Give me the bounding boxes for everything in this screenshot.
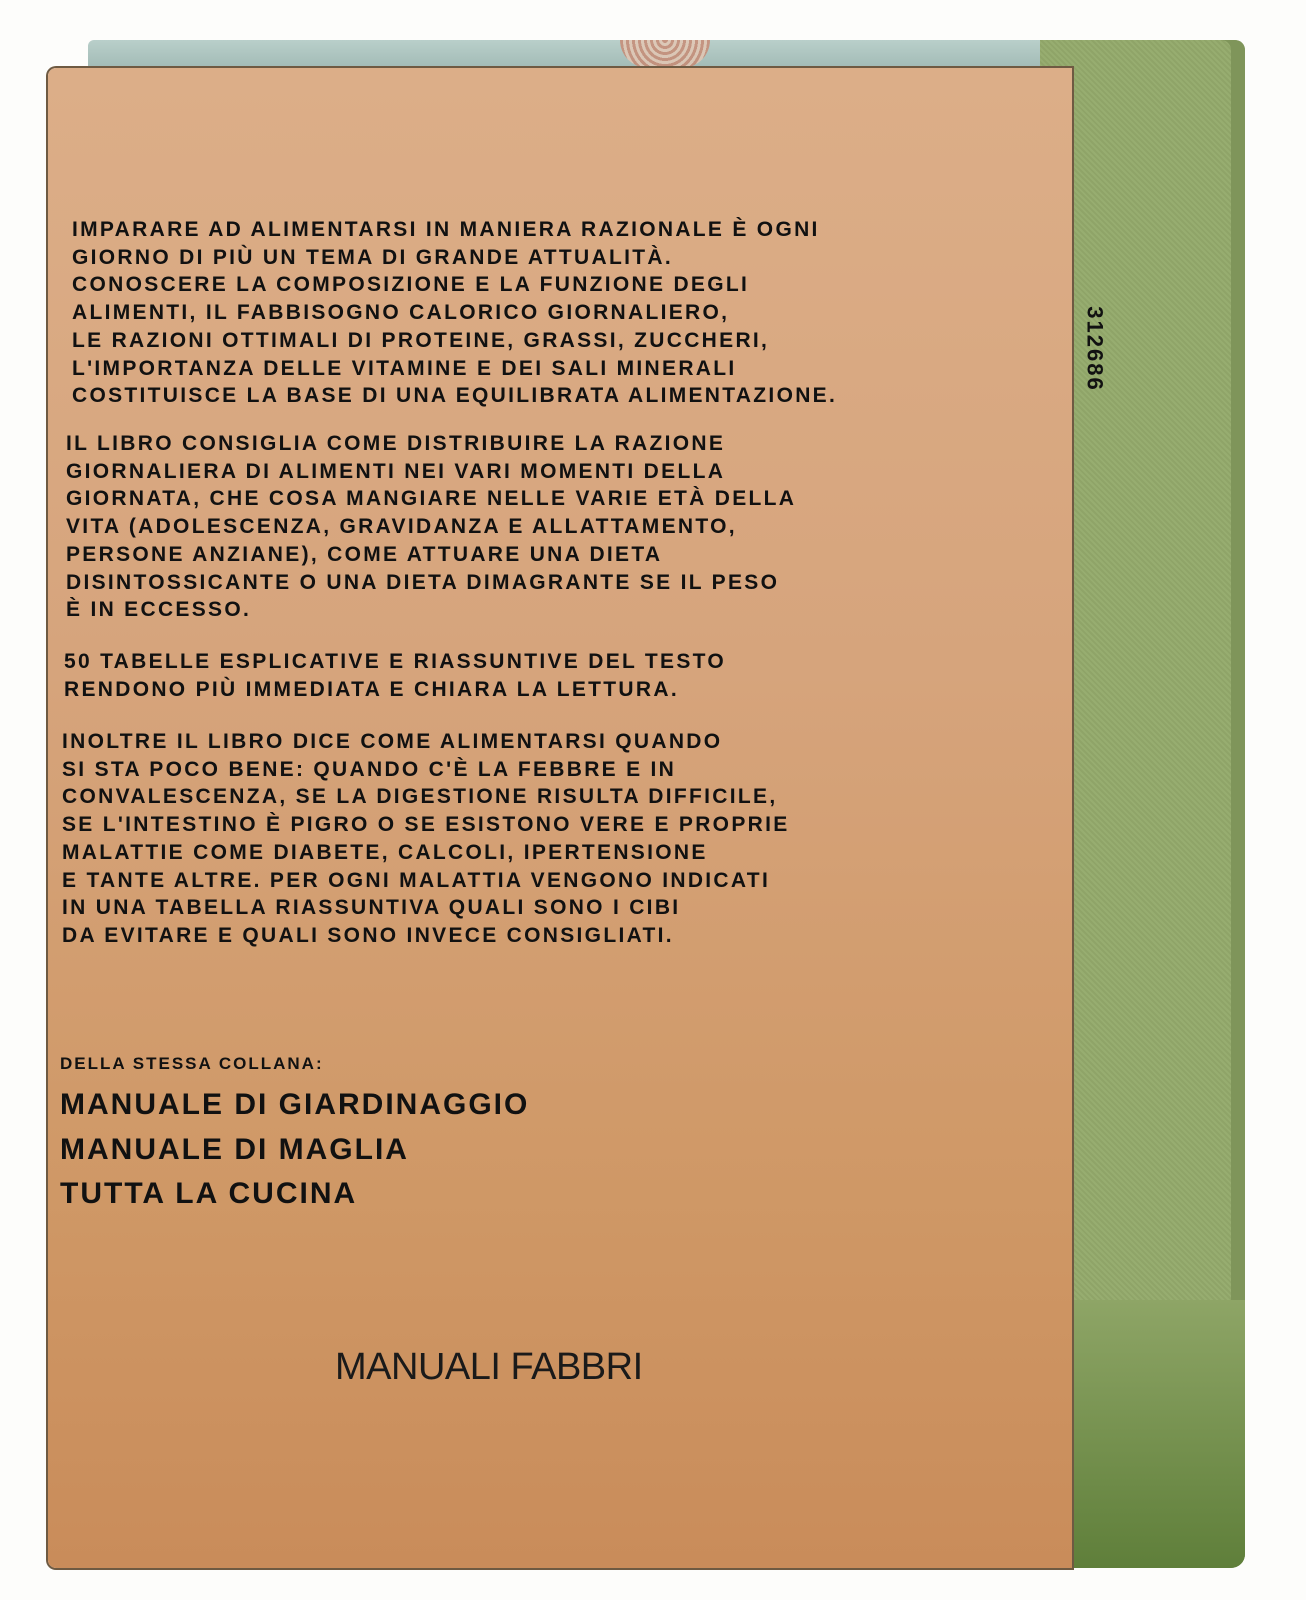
publisher-logo: MANUALI FABBRI <box>335 1346 643 1388</box>
text-line: PERSONE ANZIANE), COME ATTUARE UNA DIETA <box>66 542 663 566</box>
text-line: ALIMENTI, IL FABBISOGNO CALORICO GIORNALIERO, <box>72 301 730 325</box>
cloth-spine-shadow <box>1072 1300 1245 1568</box>
text-line: SI STA POCO BENE: QUANDO C'È LA FEBBRE E IN <box>62 757 677 781</box>
text-line: INOLTRE IL LIBRO DICE COME ALIMENTARSI QUANDO <box>62 730 723 753</box>
text-line: IN UNA TABELLA RIASSUNTIVA QUALI SONO I CIBI <box>62 896 681 920</box>
text-line: IL LIBRO CONSIGLIA COME DISTRIBUIRE LA RAZIONE <box>66 432 726 455</box>
back-cover <box>48 68 1108 1568</box>
series-title: MANUALE DI MAGLIA <box>60 1133 409 1166</box>
jacket-illustration <box>620 40 710 68</box>
text-line: DISINTOSSICANTE O UNA DIETA DIMAGRANTE SE IL PESO <box>66 570 780 594</box>
blurb-paragraph-2 <box>66 430 796 624</box>
text-line: COSTITUISCE LA BASE DI UNA EQUILIBRATA ALIMENTAZIONE. <box>72 384 838 408</box>
catalog-number: 312686 <box>1082 306 1108 392</box>
text-line: MALATTIE COME DIABETE, CALCOLI, IPERTENSIONE <box>62 840 708 864</box>
text-line: GIORNALIERA DI ALIMENTI NEI VARI MOMENTI DELLA <box>66 459 726 483</box>
blurb-paragraph-3 <box>64 648 726 703</box>
text-line: LE RAZIONI OTTIMALI DI PROTEINE, GRASSI, ZUCCHERI, <box>72 328 770 352</box>
series-heading: DELLA STESSA COLLANA: <box>60 1054 324 1073</box>
text-line: GIORNO DI PIÙ UN TEMA DI GRANDE ATTUALITÀ. <box>72 245 673 269</box>
text-line: DA EVITARE E QUALI SONO INVECE CONSIGLIATI. <box>62 923 674 947</box>
text-line: SE L'INTESTINO È PIGRO O SE ESISTONO VERE E PROPRIE <box>62 813 790 837</box>
text-line: È IN ECCESSO. <box>66 598 252 622</box>
blurb-paragraph-1 <box>72 216 837 410</box>
text-line: E TANTE ALTRE. PER OGNI MALATTIA VENGONO INDICATI <box>62 868 771 892</box>
blurb-paragraph-4 <box>62 728 790 950</box>
text-line: CONOSCERE LA COMPOSIZIONE E LA FUNZIONE DEGLI <box>72 273 750 297</box>
text-line: IMPARARE AD ALIMENTARSI IN MANIERA RAZIONALE È OGNI <box>72 218 820 241</box>
series-title: TUTTA LA CUCINA <box>60 1177 358 1210</box>
series-title: MANUALE DI GIARDINAGGIO <box>60 1088 530 1121</box>
text-line: CONVALESCENZA, SE LA DIGESTIONE RISULTA DIFFICILE, <box>62 785 778 809</box>
text-line: GIORNATA, CHE COSA MANGIARE NELLE VARIE ETÀ DELLA <box>66 487 797 511</box>
text-line: VITA (ADOLESCENZA, GRAVIDANZA E ALLATTAMENTO, <box>66 515 737 539</box>
text-line: RENDONO PIÙ IMMEDIATA E CHIARA LA LETTURA. <box>64 677 679 701</box>
text-line: L'IMPORTANZA DELLE VITAMINE E DEI SALI MINERALI <box>72 356 737 380</box>
text-line: 50 TABELLE ESPLICATIVE E RIASSUNTIVE DEL TESTO <box>64 650 727 673</box>
